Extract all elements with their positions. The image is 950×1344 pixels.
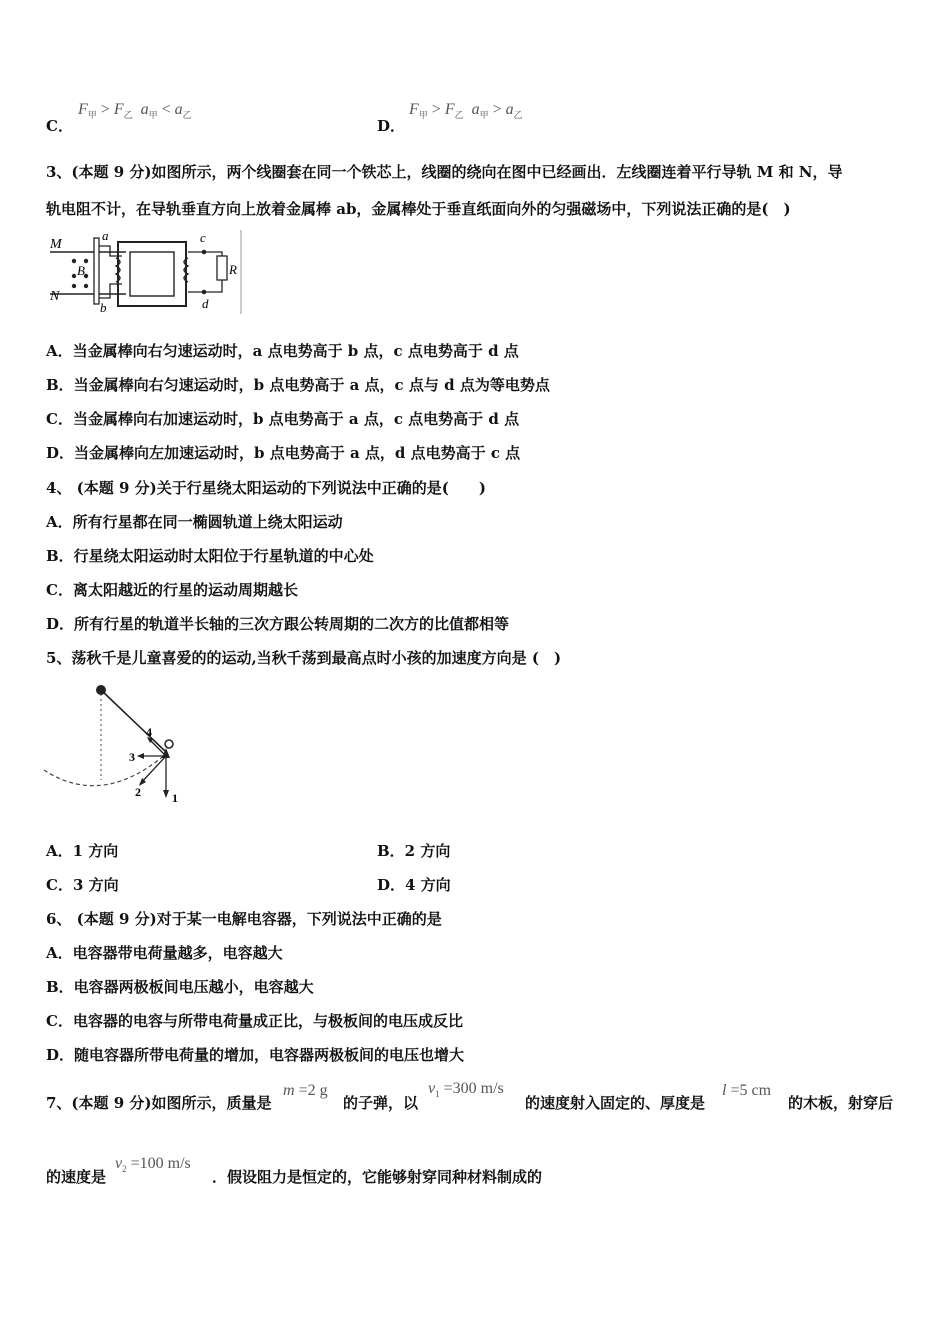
arrow-label-4: 4 bbox=[146, 725, 152, 739]
q7-part1: 7、(本题 9 分)如图所示，质量是 bbox=[46, 1094, 272, 1112]
label-R: R bbox=[229, 262, 237, 277]
q6-option-d: D．随电容器所带电荷量的增加，电容器两极板间的电压也增大 bbox=[46, 1046, 465, 1064]
q5-option-a: A．1 方向 bbox=[46, 842, 119, 860]
label-M: M bbox=[50, 237, 62, 252]
option-c-prev: C． bbox=[46, 117, 73, 135]
q3-option-b: B．当金属棒向右匀速运动时，b 点电势高于 a 点，c 点与 d 点为等电势点 bbox=[46, 376, 550, 394]
q7-part2: 的子弹，以 bbox=[343, 1094, 419, 1112]
q3-option-a: A．当金属棒向右匀速运动时，a 点电势高于 b 点，c 点电势高于 d 点 bbox=[46, 342, 519, 360]
q3-stem-line2: 轨电阻不计，在导轨垂直方向上放着金属棒 ab，金属棒处于垂直纸面向外的匀强磁场中，下列说法正确的是( ) bbox=[46, 200, 791, 218]
q4-option-c: C．离太阳越近的行星的运动周期越长 bbox=[46, 581, 298, 599]
q5-option-c: C．3 方向 bbox=[46, 876, 119, 894]
q7-part6: ．假设阻力是恒定的，它能够射穿同种材料制成的 bbox=[212, 1168, 543, 1186]
q7-part4: 的木板，射穿后 bbox=[788, 1094, 894, 1112]
label-b: b bbox=[100, 300, 107, 315]
option-d-formula: $F_甲 > F_乙$ $a_甲 > a_乙$ bbox=[409, 101, 523, 121]
q3-option-c: C．当金属棒向右加速运动时，b 点电势高于 a 点，c 点电势高于 d 点 bbox=[46, 410, 520, 428]
q3-option-d: D．当金属棒向左加速运动时，b 点电势高于 a 点，d 点电势高于 c 点 bbox=[46, 444, 521, 462]
label-d: d bbox=[202, 296, 209, 311]
q3-transformer-figure bbox=[44, 228, 246, 316]
q7-v1-formula: $v_1 =300$ m/s bbox=[428, 1080, 504, 1100]
q6-option-a: A．电容器带电荷量越多，电容越大 bbox=[46, 944, 283, 962]
q4-option-a: A．所有行星都在同一椭圆轨道上绕太阳运动 bbox=[46, 513, 343, 531]
q6-option-c: C．电容器的电容与所带电荷量成正比，与极板间的电压成反比 bbox=[46, 1012, 463, 1030]
q7-l-formula: l =5 cm bbox=[722, 1082, 772, 1099]
arrow-label-2: 2 bbox=[135, 785, 141, 799]
arrow-label-3: 3 bbox=[129, 750, 135, 764]
q5-swing-figure bbox=[42, 680, 192, 808]
arrow-label-1: 1 bbox=[172, 791, 178, 805]
q6-option-b: B．电容器两极板间电压越小，电容越大 bbox=[46, 978, 314, 996]
label-B: B bbox=[77, 263, 85, 278]
q5-stem: 5、荡秋千是儿童喜爱的的运动,当秋千荡到最高点时小孩的加速度方向是 ( ) bbox=[46, 649, 562, 667]
option-c-formula: $F_甲 > F_乙$ $a_甲 < a_乙$ bbox=[78, 101, 192, 121]
q7-part5: 的速度是 bbox=[46, 1168, 107, 1186]
q7-part3: 的速度射入固定的、厚度是 bbox=[525, 1094, 706, 1112]
label-c: c bbox=[200, 230, 206, 245]
option-d-prev: D． bbox=[377, 117, 406, 135]
q6-stem: 6、 (本题 9 分)对于某一电解电容器，下列说法中正确的是 bbox=[46, 910, 442, 928]
q5-option-d: D．4 方向 bbox=[377, 876, 451, 894]
q7-mass-formula: m =2 g bbox=[283, 1082, 328, 1099]
label-N: N bbox=[50, 289, 60, 304]
q4-option-d: D．所有行星的轨道半长轴的三次方跟公转周期的二次方的比值都相等 bbox=[46, 615, 510, 633]
q7-v2-formula: $v_2 =100$ m/s bbox=[115, 1155, 191, 1175]
q4-stem: 4、 (本题 9 分)关于行星绕太阳运动的下列说法中正确的是( ) bbox=[46, 479, 486, 497]
q4-option-b: B．行星绕太阳运动时太阳位于行星轨道的中心处 bbox=[46, 547, 374, 565]
label-a: a bbox=[102, 228, 109, 243]
q3-stem-line1: 3、(本题 9 分)如图所示，两个线圈套在同一个铁芯上，线圈的绕向在图中已经画出．左线圈连着平行导轨 M 和 N，导 bbox=[46, 163, 843, 181]
q5-option-b: B．2 方向 bbox=[377, 842, 451, 860]
